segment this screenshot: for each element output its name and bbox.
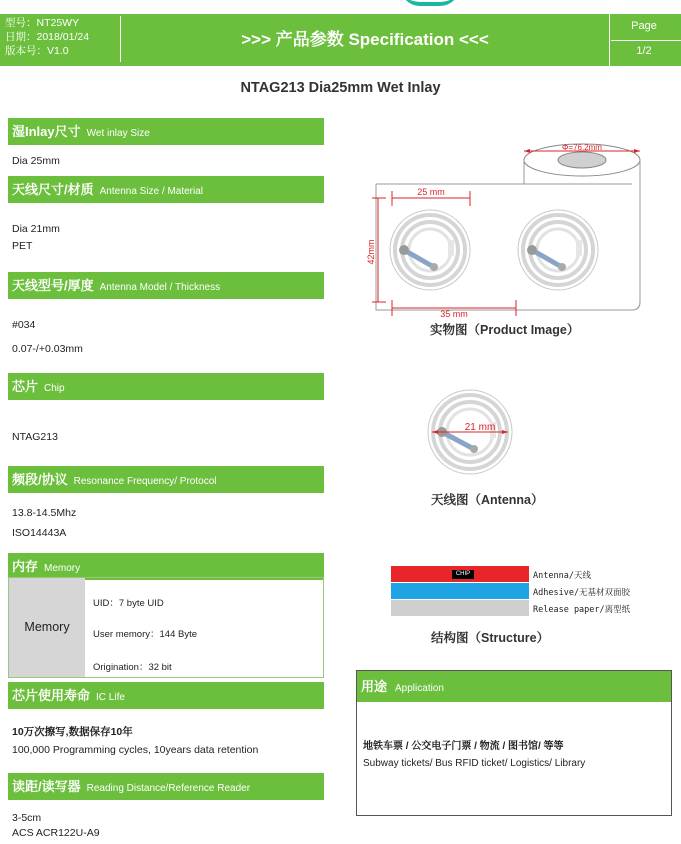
antenna-thickness-value: 0.07-/+0.03mm — [12, 343, 83, 355]
section-ic-life — [8, 682, 324, 709]
top-line — [0, 0, 681, 2]
section-title-zh: 内存 — [12, 559, 39, 574]
structure-caption: 结构图（Structure） — [431, 631, 550, 645]
protocol-value: ISO14443A — [12, 527, 67, 539]
section-title-en: Resonance Frequency/ Protocol — [73, 476, 217, 487]
document-title: NTAG213 Dia25mm Wet Inlay — [240, 80, 441, 96]
section-title-zh: 读距/读写器 — [12, 779, 81, 794]
width-dimension-label: 25 mm — [417, 187, 445, 197]
page-divider — [611, 40, 681, 41]
section-title-zh: 湿Inlay尺寸 — [12, 124, 81, 139]
model-number: 型号：NT25WY — [5, 17, 80, 29]
inlay-size-value: Dia 25mm — [12, 155, 60, 167]
version: 版本号：V1.0 — [5, 45, 69, 57]
height-dimension-label: 42mm — [366, 239, 376, 265]
ic-life-value-en: 100,000 Programming cycles, 10years data retention — [12, 744, 259, 756]
application-text-en: Subway tickets/ Bus RFID ticket/ Logistics/ Library — [363, 758, 586, 769]
frequency-value: 13.8-14.5Mhz — [12, 507, 77, 519]
section-reader — [8, 773, 324, 800]
roll-diameter-label: Φ=76.2mm — [562, 143, 602, 152]
section-frequency — [8, 466, 324, 493]
memory-table — [8, 577, 324, 678]
antenna-image-caption: 天线图（Antenna） — [431, 493, 544, 507]
application-box — [356, 670, 672, 816]
section-antenna-size — [8, 176, 324, 203]
section-memory — [8, 553, 324, 580]
section-antenna-model — [8, 272, 324, 299]
pitch-dimension-label: 35 mm — [440, 309, 468, 318]
ic-life-value-zh: 10万次擦写,数据保存10年 — [12, 726, 133, 738]
antenna-image — [420, 382, 520, 482]
product-image — [360, 140, 672, 318]
antenna-size-value: Dia 21mm — [12, 223, 60, 235]
memory-uid: UID：7 byte UID — [93, 598, 164, 609]
product-image-caption: 实物图（Product Image） — [430, 323, 580, 337]
application-header — [357, 671, 671, 702]
reader-value: ACS ACR122U-A9 — [12, 827, 100, 839]
memory-user: User memory：144 Byte — [93, 629, 198, 640]
memory-origination: Origination：32 bit — [93, 662, 172, 673]
inlay-1 — [390, 210, 470, 290]
section-title-en: Antenna Model / Thickness — [99, 282, 221, 293]
header-meta — [5, 16, 121, 62]
page-label: Page — [631, 20, 657, 32]
antenna-model-value: #034 — [12, 319, 36, 331]
section-title-zh: 频段/协议 — [12, 472, 68, 487]
memory-label: Memory — [9, 578, 85, 677]
antenna-material-value: PET — [12, 240, 33, 252]
inlay-2 — [518, 210, 598, 290]
section-title-zh: 天线尺寸/材质 — [12, 182, 94, 197]
application-title-en: Application — [395, 683, 444, 694]
section-title-zh: 天线型号/厚度 — [12, 278, 94, 293]
spec-header — [0, 14, 681, 66]
section-title-zh: 芯片使用寿命 — [12, 688, 91, 703]
section-title-en: Chip — [44, 383, 65, 394]
layer-adhesive-label: Adhesive/无基材双面胶 — [533, 588, 631, 598]
section-title-zh: 芯片 — [12, 379, 39, 394]
antenna-dimension-label: 21 mm — [464, 422, 496, 433]
section-title-en: IC Life — [96, 692, 125, 703]
logo-arc — [400, 0, 460, 6]
section-inlay-size — [8, 118, 324, 145]
section-title-en: Antenna Size / Material — [99, 186, 204, 197]
application-title-zh: 用途 — [361, 679, 388, 694]
section-title-en: Wet inlay Size — [86, 128, 150, 139]
page-number: 1/2 — [636, 45, 652, 57]
application-text-zh: 地铁车票 / 公交电子门票 / 物流 / 图书馆/ 等等 — [363, 741, 564, 752]
layer-release-label: Release paper/离型纸 — [533, 605, 631, 615]
section-title-en: Memory — [44, 563, 81, 574]
layer-adhesive — [391, 583, 529, 599]
header-title: >>> 产品参数 Specification <<< — [121, 14, 610, 66]
reading-distance-value: 3-5cm — [12, 812, 42, 824]
chip-value: NTAG213 — [12, 431, 58, 443]
section-chip — [8, 373, 324, 400]
layer-release-paper — [391, 600, 529, 616]
layer-antenna-label: Antenna/天线 — [533, 571, 591, 581]
date: 日期：2018/01/24 — [5, 31, 90, 43]
chip-label: CHIP — [452, 570, 474, 579]
section-title-en: Reading Distance/Reference Reader — [86, 783, 251, 794]
